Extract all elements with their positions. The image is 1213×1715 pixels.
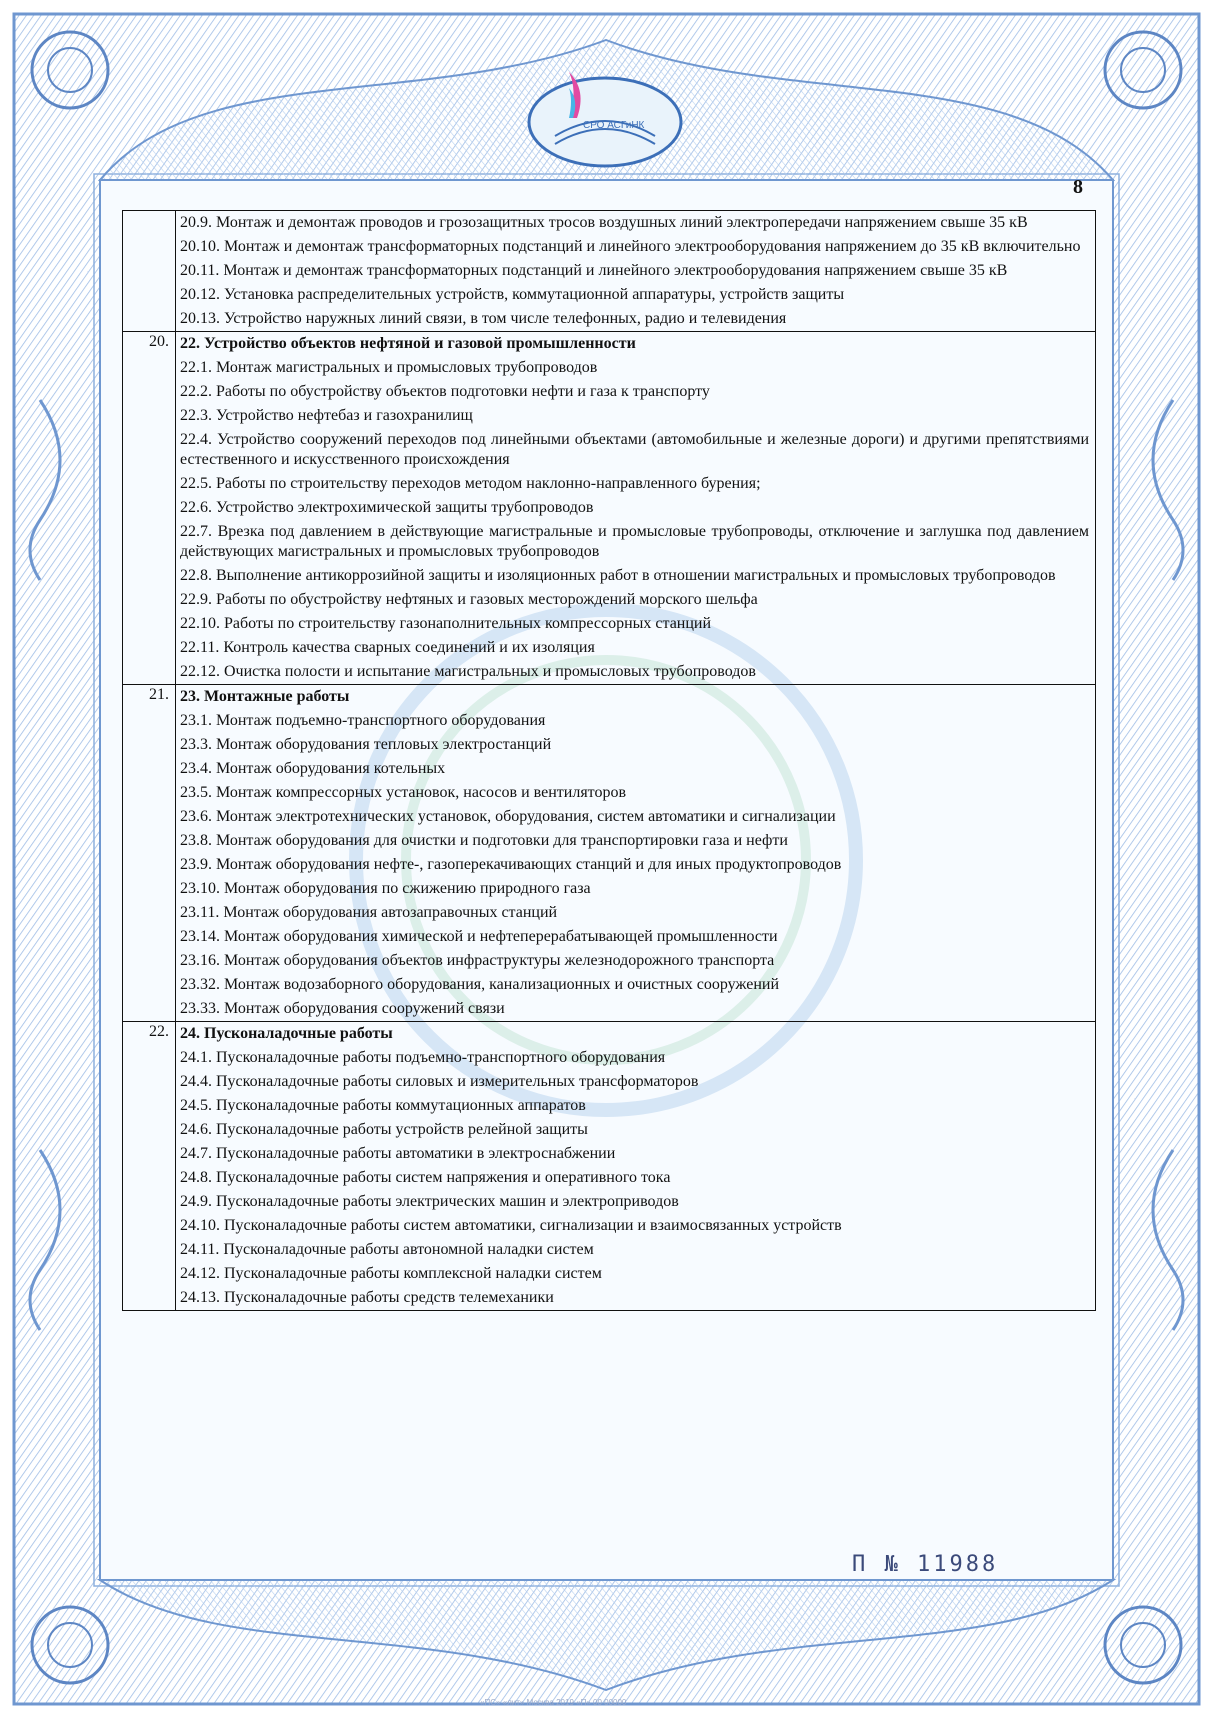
- row-number: 20.: [123, 332, 176, 685]
- work-item: 24.11. Пусконаладочные работы автономной наладки систем: [180, 1241, 594, 1258]
- work-item: 23.4. Монтаж оборудования котельных: [180, 760, 446, 777]
- work-item: 23.1. Монтаж подъемно-транспортного оборудования: [180, 712, 546, 729]
- work-item: 23.11. Монтаж оборудования автозаправочных станций: [180, 904, 558, 921]
- work-item: 24.12. Пусконаладочные работы комплексной наладки систем: [180, 1265, 602, 1282]
- work-item: 24.10. Пусконаладочные работы систем автоматики, сигнализации и взаимосвязанных устройств: [180, 1217, 842, 1234]
- table-row: [123, 211, 1096, 332]
- sro-logo: [525, 66, 685, 170]
- work-item: 23.10. Монтаж оборудования по сжижению природного газа: [180, 880, 591, 897]
- work-item: 24.13. Пусконаладочные работы средств телемеханики: [180, 1289, 554, 1306]
- work-item: 20.11. Монтаж и демонтаж трансформаторных подстанций и линейного электрооборудования напряжением свыше 35 кВ: [180, 262, 1008, 279]
- form-serial-number: П № 11988: [852, 1552, 999, 1577]
- work-item: 23.8. Монтаж оборудования для очистки и подготовки для транспортировки газа и нефти: [180, 832, 788, 849]
- printer-footnote: «ПС» «лит» Москва 2019 «П» 00 00000: [480, 1698, 627, 1707]
- row-items-cell: [176, 332, 1096, 685]
- section-heading: 23. Монтажные работы: [180, 688, 350, 705]
- work-item: 22.11. Контроль качества сварных соединений и их изоляция: [180, 639, 595, 656]
- table-row: [123, 332, 1096, 685]
- work-item: 22.1. Монтаж магистральных и промысловых трубопроводов: [180, 359, 598, 376]
- work-item: 20.9. Монтаж и демонтаж проводов и грозозащитных тросов воздушных линий электропередачи напряжением свыше 35 кВ: [180, 214, 1028, 231]
- work-item: 22.8. Выполнение антикоррозийной защиты и изоляционных работ в отношении магистральных и промысловых трубопроводов: [180, 567, 1056, 584]
- work-types-table: [122, 210, 1096, 1311]
- work-item: 22.6. Устройство электрохимической защиты трубопроводов: [180, 499, 594, 516]
- work-item: 20.12. Установка распределительных устройств, коммутационной аппаратуры, устройств защиты: [180, 286, 845, 303]
- work-item: 24.6. Пусконаладочные работы устройств релейной защиты: [180, 1121, 588, 1138]
- work-item: 23.9. Монтаж оборудования нефте-, газоперекачивающих станций и для иных продуктопроводов: [180, 856, 842, 873]
- work-item: 22.2. Работы по обустройству объектов подготовки нефти и газа к транспорту: [180, 383, 710, 400]
- work-item: 24.4. Пусконаладочные работы силовых и измерительных трансформаторов: [180, 1073, 699, 1090]
- row-number: [123, 211, 176, 332]
- row-items-cell: [176, 1022, 1096, 1311]
- work-item: 23.32. Монтаж водозаборного оборудования, канализационных и очистных сооружений: [180, 976, 780, 993]
- row-items-cell: [176, 211, 1096, 332]
- svg-text:СРО АСГиНК: СРО АСГиНК: [583, 120, 645, 131]
- section-heading: 24. Пусконаладочные работы: [180, 1025, 393, 1042]
- work-item: 24.1. Пусконаладочные работы подъемно-транспортного оборудования: [180, 1049, 666, 1066]
- work-item: 22.5. Работы по строительству переходов методом наклонно-направленного бурения;: [180, 475, 761, 492]
- work-item: 20.13. Устройство наружных линий связи, в том числе телефонных, радио и телевидения: [180, 310, 787, 327]
- work-item: 22.9. Работы по обустройству нефтяных и газовых месторождений морского шельфа: [180, 591, 758, 608]
- work-item: 24.7. Пусконаладочные работы автоматики в электроснабжении: [180, 1145, 616, 1162]
- work-item: 23.5. Монтаж компрессорных установок, насосов и вентиляторов: [180, 784, 627, 801]
- work-item: 23.6. Монтаж электротехнических установок, оборудования, систем автоматики и сигнализации: [180, 808, 836, 825]
- work-item: 22.3. Устройство нефтебаз и газохранилищ: [180, 407, 473, 424]
- work-item: 20.10. Монтаж и демонтаж трансформаторных подстанций и линейного электрооборудования напряжением до 35 кВ включительно: [180, 238, 1081, 255]
- row-items-cell: [176, 685, 1096, 1022]
- work-item: 24.5. Пусконаладочные работы коммутационных аппаратов: [180, 1097, 586, 1114]
- section-heading: 22. Устройство объектов нефтяной и газовой промышленности: [180, 335, 636, 352]
- work-item: 23.33. Монтаж оборудования сооружений связи: [180, 1000, 505, 1017]
- table-row: [123, 685, 1096, 1022]
- work-item: 23.16. Монтаж оборудования объектов инфраструктуры железнодорожного транспорта: [180, 952, 775, 969]
- work-item: 22.7. Врезка под давлением в действующие магистральные и промысловые трубопроводы, отключение и заглушка под давлением действующих магистральных и промысловых трубопроводов: [180, 523, 1089, 560]
- work-item: 22.10. Работы по строительству газонаполнительных компрессорных станций: [180, 615, 712, 632]
- work-item: 22.12. Очистка полости и испытание магистральных и промысловых трубопроводов: [180, 663, 756, 680]
- page-number: 8: [1073, 176, 1083, 198]
- work-item: 24.8. Пусконаладочные работы систем напряжения и оперативного тока: [180, 1169, 671, 1186]
- work-item: 23.14. Монтаж оборудования химической и нефтеперерабатывающей промышленности: [180, 928, 778, 945]
- row-number: 21.: [123, 685, 176, 1022]
- work-item: 23.3. Монтаж оборудования тепловых электростанций: [180, 736, 552, 753]
- work-item: 24.9. Пусконаладочные работы электрических машин и электроприводов: [180, 1193, 679, 1210]
- work-item: 22.4. Устройство сооружений переходов под линейными объектами (автомобильные и железные дороги) и другими препятствиями естественного и искусственного происхождения: [180, 431, 1089, 468]
- table-row: [123, 1022, 1096, 1311]
- row-number: 22.: [123, 1022, 176, 1311]
